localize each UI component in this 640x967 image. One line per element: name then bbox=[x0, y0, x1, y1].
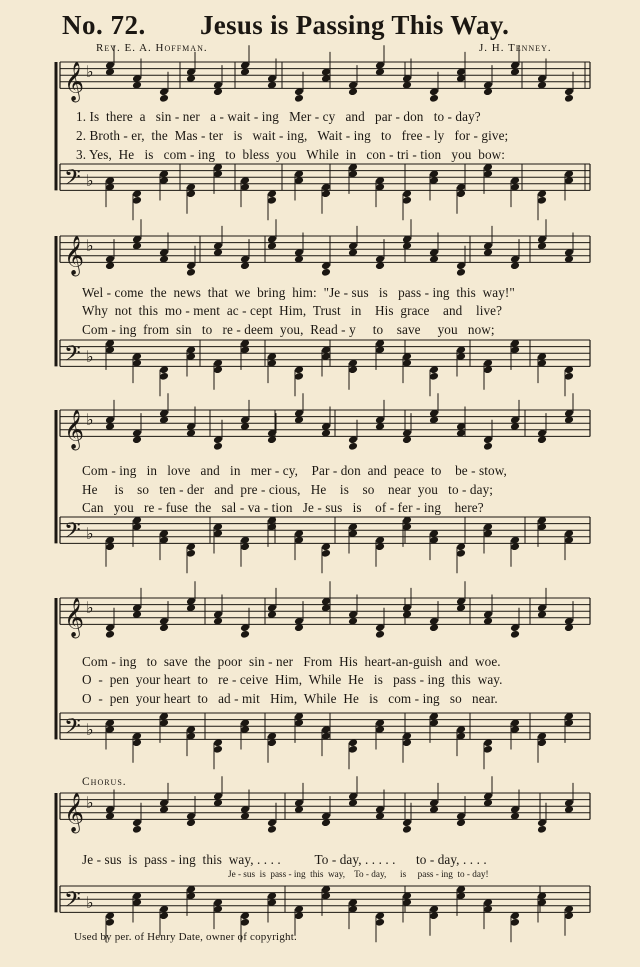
notehead bbox=[537, 825, 547, 834]
treble-clef: 𝄞 bbox=[64, 792, 85, 833]
bass-clef: 𝄢 bbox=[64, 341, 81, 372]
verse-1-line-4: Com - ing to save the poor sin - ner From His heart-an-guish and woe. bbox=[82, 654, 501, 669]
flat-sign: ♭ bbox=[86, 170, 94, 190]
verse-3-line-4: O - pen your heart to ad - mit Him, While He is com - ing so near. bbox=[82, 691, 498, 706]
treble-clef: 𝄞 bbox=[64, 61, 85, 102]
verse-3-line-3: Can you re - fuse the sal - va - tion Je - sus is of - fer - ing here? bbox=[82, 500, 484, 515]
flat-sign: ♭ bbox=[86, 598, 94, 618]
notehead bbox=[456, 268, 466, 277]
bass-clef: 𝄢 bbox=[64, 518, 81, 549]
chorus-label: Chorus. bbox=[82, 776, 127, 788]
notehead bbox=[348, 442, 358, 451]
bass-clef: 𝄢 bbox=[64, 714, 81, 745]
verse-3-line-2: Com - ing from sin to re - deem you, Read - y to save you now; bbox=[82, 322, 495, 337]
flat-sign: ♭ bbox=[86, 346, 94, 366]
notehead bbox=[159, 94, 169, 103]
notehead bbox=[483, 442, 493, 451]
bass-clef: 𝄢 bbox=[64, 165, 81, 196]
treble-clef: 𝄞 bbox=[64, 235, 85, 276]
flat-sign: ♭ bbox=[86, 892, 94, 912]
notehead bbox=[213, 442, 223, 451]
verse-1-line-3: Com - ing in love and in mer - cy, Par - don and peace to be - stow, bbox=[82, 463, 507, 478]
notehead bbox=[321, 268, 331, 277]
notehead bbox=[240, 630, 250, 639]
verse-2-line-3: He is so ten - der and pre - cious, He is so near you to - day; bbox=[82, 482, 494, 497]
treble-clef: 𝄞 bbox=[64, 409, 85, 450]
notehead bbox=[510, 630, 520, 639]
flat-sign: ♭ bbox=[86, 236, 94, 256]
notehead bbox=[429, 94, 439, 103]
music-credit: J. H. Tenney. bbox=[479, 42, 552, 54]
notehead bbox=[294, 94, 304, 103]
flat-sign: ♭ bbox=[86, 523, 94, 543]
notehead bbox=[132, 825, 142, 834]
verse-2-line-4: O - pen your heart to re - ceive Him, While He is pass - ing this way. bbox=[82, 672, 503, 687]
chorus-echo-lyric: Je - sus is pass - ing this way, To - day, is pass - ing to - day! bbox=[228, 869, 489, 879]
chorus-lyric: Je - sus is pass - ing this way, . . . . To - day, . . . . . to - day, . . . . bbox=[82, 852, 487, 867]
notehead bbox=[564, 94, 574, 103]
notehead bbox=[186, 268, 196, 277]
flat-sign: ♭ bbox=[86, 62, 94, 82]
hymn-number: No. 72. bbox=[62, 10, 146, 40]
notehead bbox=[267, 825, 277, 834]
verse-2-line-2: Why not this mo - ment ac - cept Him, Trust in His grace and live? bbox=[82, 303, 503, 318]
verse-2-line-1: 2. Broth - er, the Mas - ter is wait - ing, Wait - ing to free - ly for - give; bbox=[76, 128, 509, 143]
verse-1-line-1: 1. Is there a sin - ner a - wait - ing Mer - cy and par - don to - day? bbox=[76, 109, 481, 124]
verse-3-line-1: 3. Yes, He is com - ing to bless you While in con - tri - tion you bow: bbox=[76, 147, 506, 162]
treble-clef: 𝄞 bbox=[64, 597, 85, 638]
flat-sign: ♭ bbox=[86, 410, 94, 430]
notehead bbox=[105, 630, 115, 639]
copyright-footer: Used by per. of Henry Date, owner of copyright. bbox=[74, 931, 297, 943]
verse-1-line-2: Wel - come the news that we bring him: "Je - sus is pass - ing this way!" bbox=[82, 285, 515, 300]
flat-sign: ♭ bbox=[86, 719, 94, 739]
words-credit: Rev. E. A. Hoffman. bbox=[96, 42, 208, 54]
notehead bbox=[375, 630, 385, 639]
notehead bbox=[402, 825, 412, 834]
hymn-title: Jesus is Passing This Way. bbox=[200, 10, 510, 40]
flat-sign: ♭ bbox=[86, 793, 94, 813]
bass-clef: 𝄢 bbox=[64, 887, 81, 918]
